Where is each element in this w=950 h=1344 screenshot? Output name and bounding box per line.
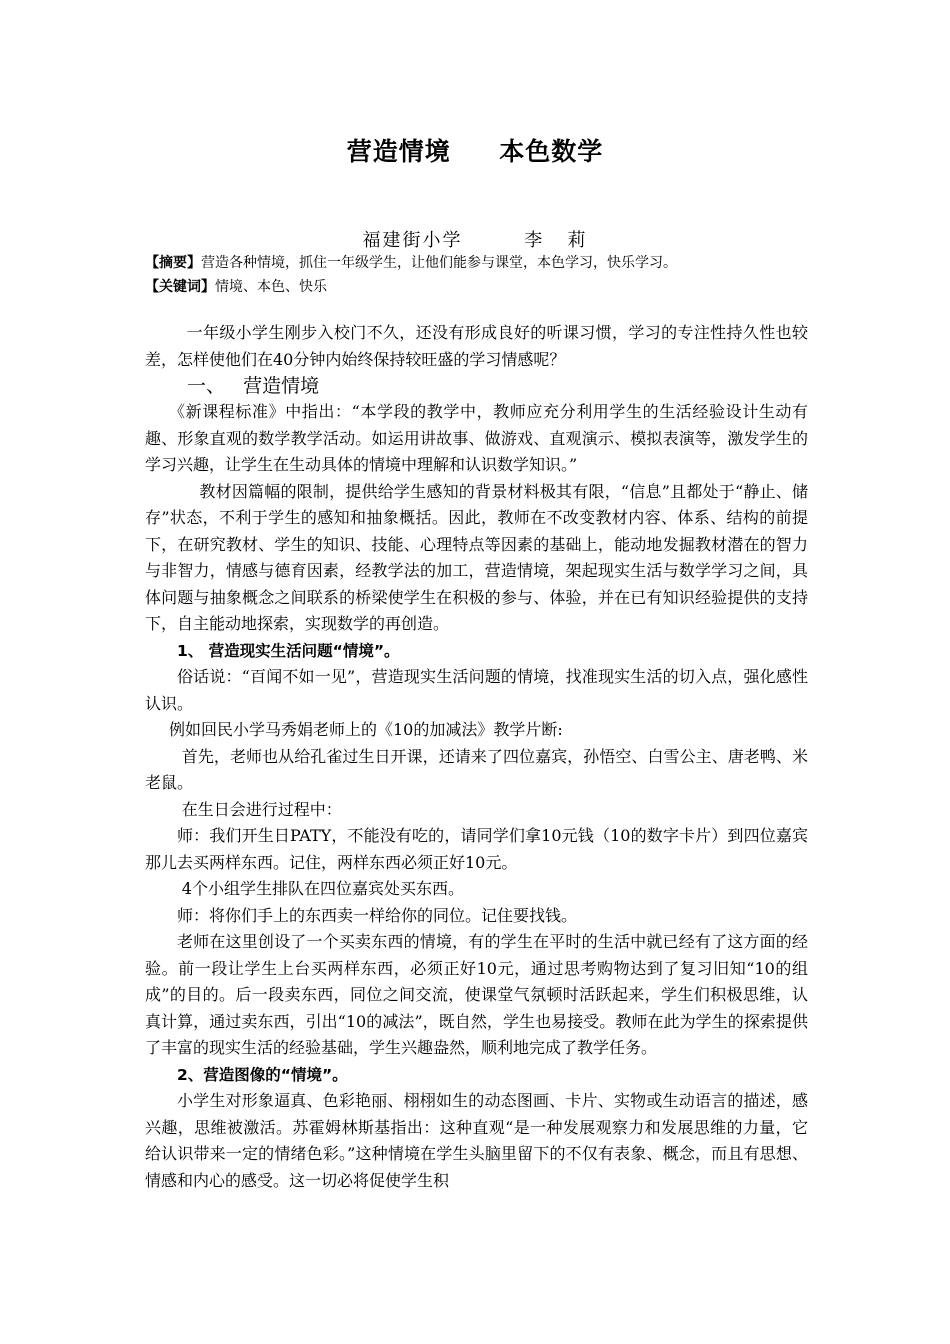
keywords-line <box>145 276 845 296</box>
paragraph: 例如回民小学马秀娟老师上的《10的加减法》教学片断: <box>169 720 563 739</box>
abstract-label: 【摘要】 <box>145 255 201 271</box>
paragraph: 一年级小学生刚步入校门不久，还没有形成良好的听课习惯，学习的专注性持久性也较差，怎样使他们在40分钟内始终保持较旺盛的学习情感呢？ <box>145 323 808 369</box>
paragraph: 师：我们开生日PATY，不能没有吃的，请同学们拿10元钱（10的数字卡片）到四位嘉宾那儿去买两样东西。记住，两样东西必须正好10元。 <box>145 826 808 872</box>
section-heading: 一、 营造情境 <box>187 375 320 397</box>
subsection-heading: 1、 营造现实生活问题“情境”。 <box>177 641 400 660</box>
paragraph: 俗话说：“百闻不如一见”，营造现实生活问题的情境，找准现实生活的切入点，强化感性认识。 <box>145 667 808 713</box>
paragraph: 《新课程标准》中指出：“本学段的教学中，教师应充分利用学生的生活经验设计生动有趣、形象直观的数学教学活动。如运用讲故事、做游戏、直观演示、模拟表演等，激发学生的学习兴趣，让学生在生动具体的情境中理解和认识数学知识。” <box>145 402 808 474</box>
document-body <box>145 320 808 1194</box>
paragraph: 首先，老师也从给孔雀过生日开课，还请来了四位嘉宾，孙悟空、白雪公主、唐老鸭、米老鼠。 <box>145 746 808 792</box>
paragraph: 小学生对形象逼真、色彩艳丽、栩栩如生的动态图画、卡片、实物或生动语言的描述，感兴趣，思维被激活。苏霍姆林斯基指出：这种直观“是一种发展观察力和发展思维的力量，它给认识带来一定的情绪色彩。”这种情境在学生头脑里留下的不仅有表象、概念，而且有思想、情感和内心的感受。这一切必将促使学生积 <box>145 1091 808 1190</box>
paragraph: 4个小组学生排队在四位嘉宾处买东西。 <box>181 879 464 898</box>
document-title: 营造情境 本色数学 <box>346 137 604 166</box>
paragraph: 教材因篇幅的限制，提供给学生感知的背景材料极其有限，“信息”且都处于“静止、储存”状态，不利于学生的感知和抽象概括。因此，教师在不改变教材内容、体系、结构的前提下，在研究教材、学生的知识、技能、心理特点等因素的基础上，能动地发掘教材潜在的智力与非智力，情感与德育因素，经教学法的加工，营造情境，架起现实生活与数学学习之间，具体问题与抽象概念之间联系的桥梁使学生在积极的参与、体验，并在已有知识经验提供的支持下，自主能动地探索，实现数学的再创造。 <box>145 481 808 633</box>
paragraph: 在生日会进行过程中： <box>181 799 342 819</box>
keywords-text: 情境、本色、快乐 <box>215 279 327 295</box>
abstract-text: 营造各种情境，抓住一年级学生，让他们能参与课堂，本色学习，快乐学习。 <box>201 255 677 271</box>
subsection-heading: 2、营造图像的“情境”。 <box>177 1065 348 1084</box>
keywords-label: 【关键词】 <box>145 279 215 295</box>
paragraph: 老师在这里创设了一个买卖东西的情境，有的学生在平时的生活中就已经有了这方面的经验。前一段让学生上台买两样东西，必须正好10元，通过思考购物达到了复习旧知“10的组成”的目的。后一段卖东西，同位之间交流，使课堂气氛顿时活跃起来，学生们积极思维，认真计算，通过卖东西，引出“10的减法”，既自然，学生也易接受。教师在此为学生的探索提供了丰富的现实生活的经验基础，学生兴趣盎然，顺利地完成了教学任务。 <box>145 932 808 1057</box>
paragraph: 师：将你们手上的东西卖一样给你的同位。记住要找钱。 <box>177 905 578 925</box>
author-line: 福建街小学 李 莉 <box>362 230 588 251</box>
abstract-line <box>145 252 845 272</box>
